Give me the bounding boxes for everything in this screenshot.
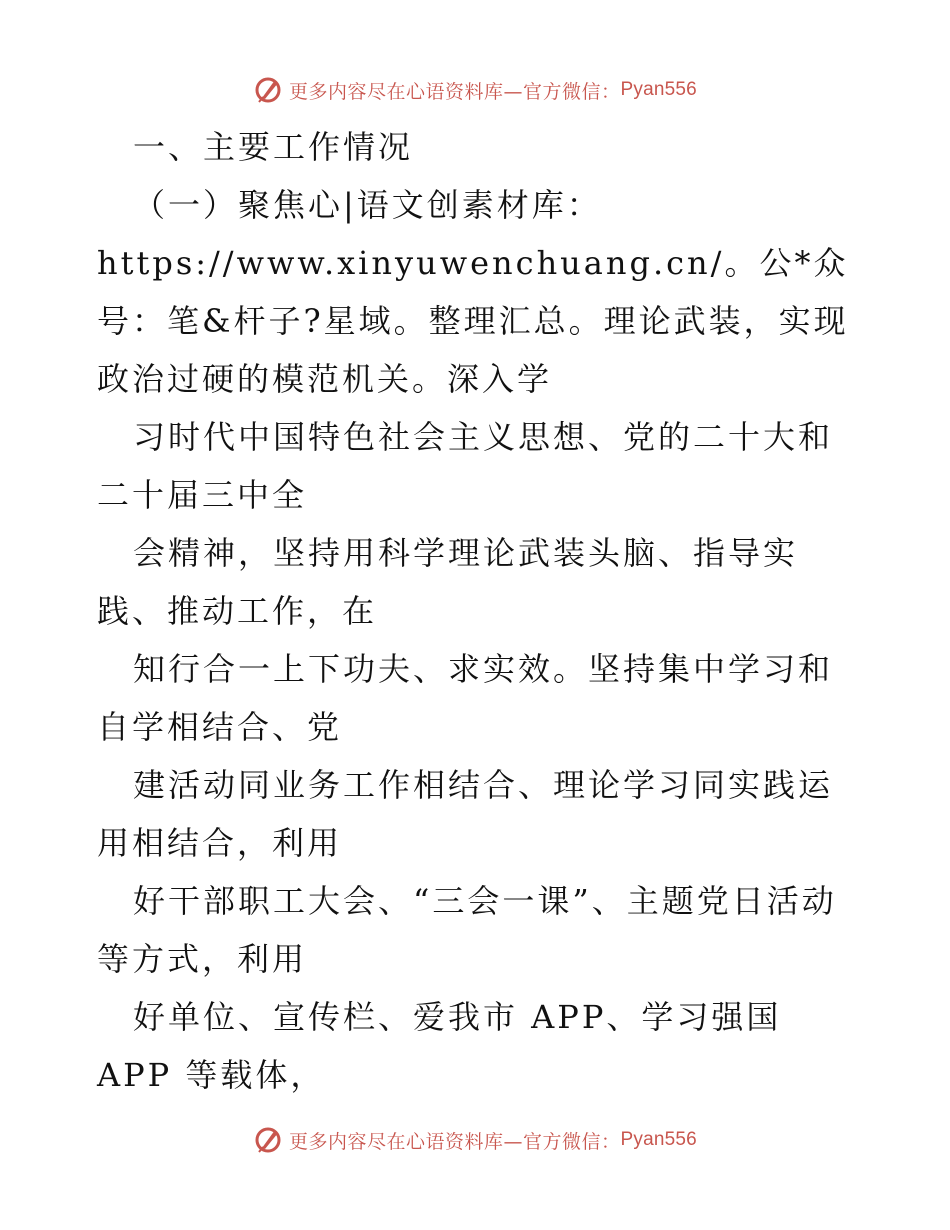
document-body: [97, 118, 857, 1104]
paragraph: 建活动同业务工作相结合、理论学习同实践运用相结合，利用: [97, 766, 834, 862]
quill-pen-circle-icon: [253, 75, 283, 105]
paragraph: 会精神，坚持用科学理论武装头脑、指导实践、推动工作，在: [97, 534, 799, 630]
paragraph: 好干部职工大会、“三会一课”、主题党日活动等方式，利用: [97, 882, 837, 978]
banner-text: 更多内容尽在心语资料库—官方微信：: [289, 1130, 621, 1153]
footer-banner: [0, 1120, 950, 1160]
banner-wechat-id: Pyan556: [620, 79, 697, 100]
banner-wechat-id: Pyan556: [620, 1129, 697, 1150]
section-heading: 一、主要工作情况: [133, 128, 414, 166]
quill-pen-circle-icon: [253, 1125, 283, 1155]
paragraph: （一）聚焦心|语文创素材库：https://www.xinyuwenchuang.cn/。公*众号：笔&杆子?星域。整理汇总。理论武装，实现政治过硬的模范机关。深入学: [97, 186, 849, 398]
paragraph: 知行合一上下功夫、求实效。坚持集中学习和自学相结合、党: [97, 650, 834, 746]
header-banner: [0, 70, 950, 110]
banner-text: 更多内容尽在心语资料库—官方微信：: [289, 80, 621, 103]
paragraph: 习时代中国特色社会主义思想、党的二十大和二十届三中全: [97, 418, 834, 514]
paragraph: 好单位、宣传栏、爱我市 APP、学习强国 APP 等载体，: [97, 998, 782, 1094]
